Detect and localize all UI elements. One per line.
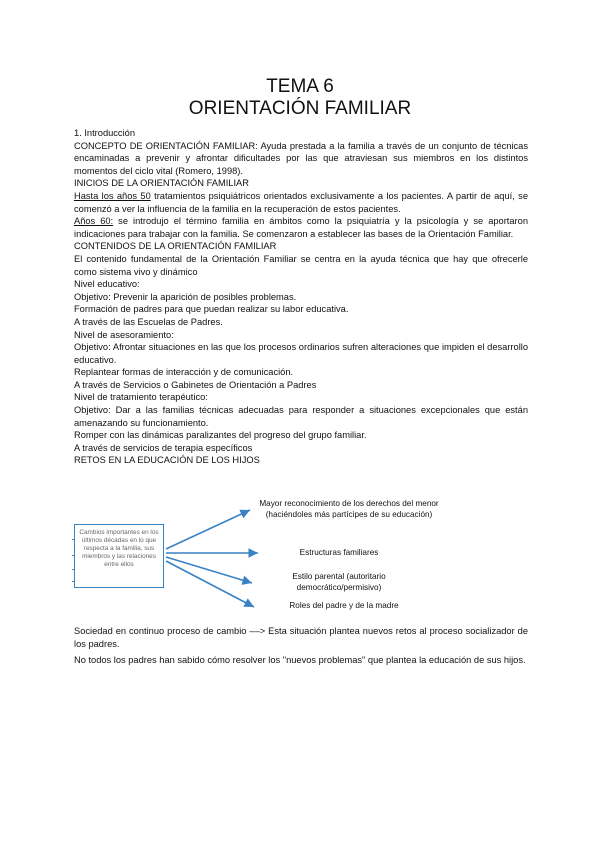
document-title: TEMA 6 [266,76,334,97]
label-derechos-menor: Mayor reconocimiento de los derechos del menor (haciéndoles más partícipes de su educación) [259,499,439,519]
arrow-4 [166,561,254,607]
no-todos-paragraph: No todos los padres han sabido cómo resolver los "nuevos problemas" que plantea la educación de sus hijos. [74,655,526,666]
label-estilo-parental: Estilo parental (autoritario democrático/permisivo) [292,572,386,592]
document-subtitle: ORIENTACIÓN FAMILIAR [188,98,412,119]
objetivo-asesoramiento: Objetivo: Afrontar situaciones en las que los procesos ordinarios sufren alteraciones que impiden el desarrollo educativo. [74,342,528,365]
section-heading-introduccion: 1. Introducción [74,128,135,138]
concepto-paragraph: CONCEPTO DE ORIENTACIÓN FAMILIAR: Ayuda prestada a la familia a través de un conjunto de técnicas encaminadas a prevenir y afrontar dificultades por las que atraviesan sus miembros en los distintos momentos del ciclo vital (Romero, 1998). [74,140,528,176]
formacion-line: Formación de padres para que puedan realizar su labor educativa. [74,304,349,315]
nivel-educativo-heading: Nivel educativo: [74,279,140,290]
retos-diagram [74,497,528,621]
terapia-line: A través de servicios de terapia específicos [74,442,253,453]
document-body [74,127,528,467]
hasta-paragraph [74,190,528,215]
label-estructuras-familiares: Estructuras familiares [299,548,379,557]
anos60-text: se introdujo el término familia en ámbitos como la psiquiatría y la psicología y se aportaron indicaciones para trabajar con la familia. Se comenzaron a establecer las bases de la Orientación Familiar. [74,216,528,239]
escuelas-line: A través de las Escuelas de Padres. [74,316,223,327]
cambios-box: Cambios importantes en los últimos décadas en lo que respecta a la familia, sus miembros y las relaciones entre ellos [74,524,164,588]
gabinetes-line: A través de Servicios o Gabinetes de Orientación a Padres [74,379,317,390]
arrow-1 [166,510,250,549]
replantear-line: Replantear formas de interacción y de comunicación. [74,367,294,378]
retos-heading: RETOS EN LA EDUCACIÓN DE LOS HIJOS [74,455,260,466]
inicios-heading: INICIOS DE LA ORIENTACIÓN FAMILIAR [74,178,249,189]
document-body-after-diagram [74,625,528,671]
hasta-label: Hasta los años 50 [74,190,151,201]
nivel-terapeutico-heading: Nivel de tratamiento terapéutico: [74,392,208,403]
hasta-text: tratamientos psiquiátricos orientados exclusivamente a los pacientes. A partir de aquí, se comenzó a ver la influencia de la familia en la recuperación de estos pacientes. [74,190,528,214]
arrow-3 [166,557,252,583]
sociedad-paragraph: Sociedad en continuo proceso de cambio ––> Esta situación plantea nuevos retos al proceso socializador de los padres. [74,626,528,649]
romper-line: Romper con las dinámicas paralizantes del progreso del grupo familiar. [74,430,367,441]
objetivo-educativo: Objetivo: Prevenir la aparición de posibles problemas. [74,291,297,302]
contenidos-heading: CONTENIDOS DE LA ORIENTACIÓN FAMILIAR [74,241,277,252]
anos60-paragraph [74,215,528,240]
contenidos-paragraph: El contenido fundamental de la Orientación Familiar se centra en la ayuda técnica que hay que ofrecerle como sistema vivo y dinámico [74,253,528,277]
nivel-asesoramiento-heading: Nivel de asesoramiento: [74,329,174,340]
objetivo-terapeutico: Objetivo: Dar a las familias técnicas adecuadas para responder a situaciones excepcionales que están amenazando su funcionamiento. [74,405,528,428]
anos60-label: Años 60: [74,216,114,227]
label-roles-padres: Roles del padre y de la madre [289,601,399,610]
